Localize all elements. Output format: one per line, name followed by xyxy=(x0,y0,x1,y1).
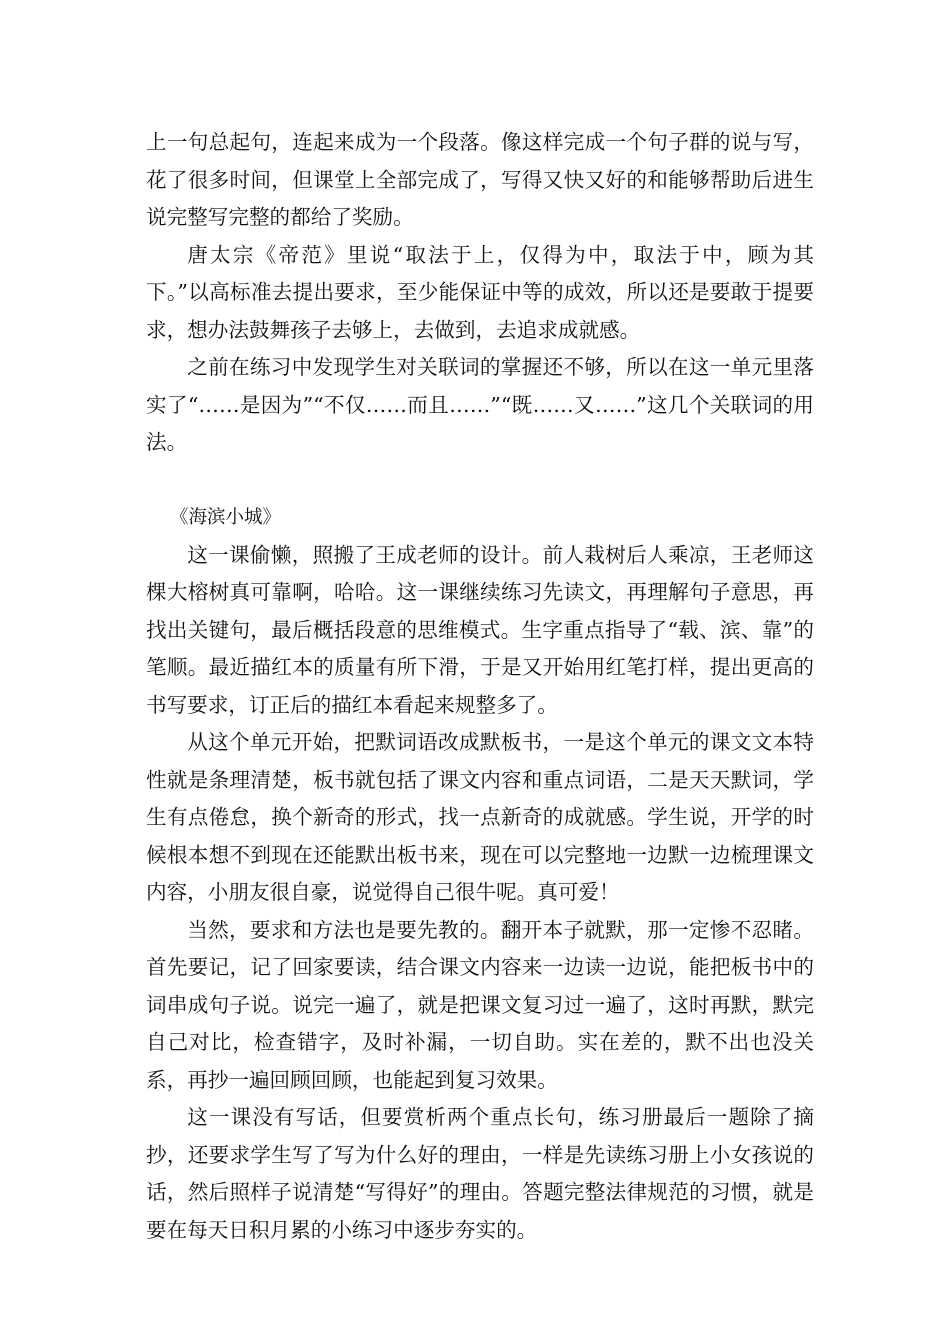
paragraph: 当然，要求和方法也是要先教的。翻开本子就默，那一定惨不忍睹。首先要记，记了回家要读，结合课文内容来一边读一边说，能把板书中的词串成句子说。说完一遍了，就是把课文复习过一遍了，这时再默，默完自己对比，检查错字，及时补漏，一切自助。实在差的，默不出也没关系，再抄一遍回顾回顾，也能起到复习效果。 xyxy=(146,917,814,1092)
paragraph: 这一课偷懒，照搬了王成老师的设计。前人栽树后人乘凉，王老师这棵大榕树真可靠啊，哈哈。这一课继续练习先读文，再理解句子意思，再找出关键句，最后概括段意的思维模式。生字重点指导了“载、滨、靠”的笔顺。最近描红本的质量有所下滑，于是又开始用红笔打样，提出更高的书写要求，订正后的描红本看起来规整多了。 xyxy=(146,542,814,717)
paragraph: 上一句总起句，连起来成为一个段落。像这样完成一个句子群的说与写，花了很多时间，但课堂上全部完成了，写得又快又好的和能够帮助后进生说完整写完整的都给了奖励。 xyxy=(146,130,814,229)
section-title: 《海滨小城》 xyxy=(170,507,282,528)
document-body xyxy=(146,124,814,1249)
paragraph: 从这个单元开始，把默词语改成默板书，一是这个单元的课文文本特性就是条理清楚，板书就包括了课文内容和重点词语，二是天天默词，学生有点倦怠，换个新奇的形式，找一点新奇的成就感。学生说，开学的时候根本想不到现在还能默出板书来，现在可以完整地一边默一边梳理课文内容，小朋友很自豪，说觉得自己很牛呢。真可爱！ xyxy=(146,730,814,904)
paragraph: 这一课没有写话，但要赏析两个重点长句，练习册最后一题除了摘抄，还要求学生写了写为什么好的理由，一样是先读练习册上小女孩说的话，然后照样子说清楚“写得好”的理由。答题完整法律规范的习惯，就是要在每天日积月累的小练习中逐步夯实的。 xyxy=(146,1105,814,1242)
section-spacer xyxy=(146,462,814,500)
paragraph: 唐太宗《帝范》里说“取法于上，仅得为中，取法于中，顾为其下。”以高标准去提出要求，至少能保证中等的成效，所以还是要敢于提要求，想办法鼓舞孩子去够上，去做到，去追求成就感。 xyxy=(146,242,814,342)
paragraph: 之前在练习中发现学生对关联词的掌握还不够，所以在这一单元里落实了“……是因为”“不仅……而且……”“既……又……”这几个关联词的用法。 xyxy=(146,355,814,454)
